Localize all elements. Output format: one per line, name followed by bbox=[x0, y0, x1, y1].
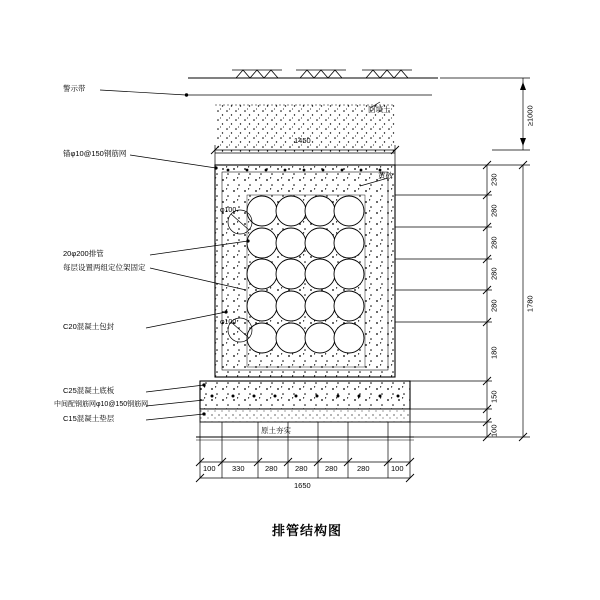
dim-right-0: 230 bbox=[489, 173, 499, 187]
dim-bottom-5: 280 bbox=[357, 464, 370, 473]
dim-bottom-total: 1650 bbox=[294, 481, 311, 490]
dim-bottom-3: 280 bbox=[295, 464, 308, 473]
dim-bottom-0: 100 bbox=[203, 464, 216, 473]
label-base-slab: C25混凝土底板 bbox=[63, 386, 115, 395]
base-slab-group bbox=[196, 381, 414, 440]
dim-bottom-chain bbox=[196, 422, 414, 482]
dim-right-5: 180 bbox=[489, 346, 499, 360]
dim-bottom-6: 100 bbox=[391, 464, 404, 473]
label-bracket-note: 每层设置两组定位架固定 bbox=[63, 263, 146, 272]
dim-right-4: 280 bbox=[489, 299, 499, 313]
ground-hatch bbox=[232, 70, 412, 78]
drawing-title: 排管结构图 bbox=[272, 523, 343, 538]
label-compacted-soil: 原土夯实 bbox=[261, 426, 291, 435]
dim-right-2: 280 bbox=[489, 236, 499, 250]
dim-bottom-1: 330 bbox=[232, 464, 245, 473]
label-backfill: 回填土 bbox=[368, 105, 391, 114]
label-concrete-encase: C20混凝土包封 bbox=[63, 322, 115, 331]
label-sand-fill: 黄砂 bbox=[378, 171, 393, 180]
dim-right-6: 150 bbox=[489, 390, 499, 404]
label-warning-tape: 警示带 bbox=[63, 84, 86, 93]
label-pipe-dia-top: φ100 bbox=[220, 207, 237, 214]
label-middle-mesh: 中间配钢筋网φ10@150钢筋网 bbox=[54, 401, 149, 408]
dim-bottom-4: 280 bbox=[325, 464, 338, 473]
label-steel-mesh: 锚φ10@150钢筋网 bbox=[63, 149, 127, 158]
dim-bottom-2: 280 bbox=[265, 464, 278, 473]
label-pipe-count: 20φ200排管 bbox=[63, 249, 104, 258]
warning-tape-line bbox=[100, 90, 432, 96]
dim-cover-depth: ≥1000 bbox=[525, 105, 535, 127]
dim-right-7: 100 bbox=[489, 424, 499, 438]
label-pipe-dia-bottom: φ100 bbox=[220, 319, 237, 326]
dim-top-1450: 1450 bbox=[294, 136, 311, 145]
dim-right-1: 280 bbox=[489, 204, 499, 218]
dim-right-total: 1780 bbox=[525, 295, 535, 313]
label-cushion: C15混凝土垫层 bbox=[63, 414, 115, 423]
dim-right-3: 280 bbox=[489, 267, 499, 281]
dim-right-chain bbox=[395, 78, 530, 441]
